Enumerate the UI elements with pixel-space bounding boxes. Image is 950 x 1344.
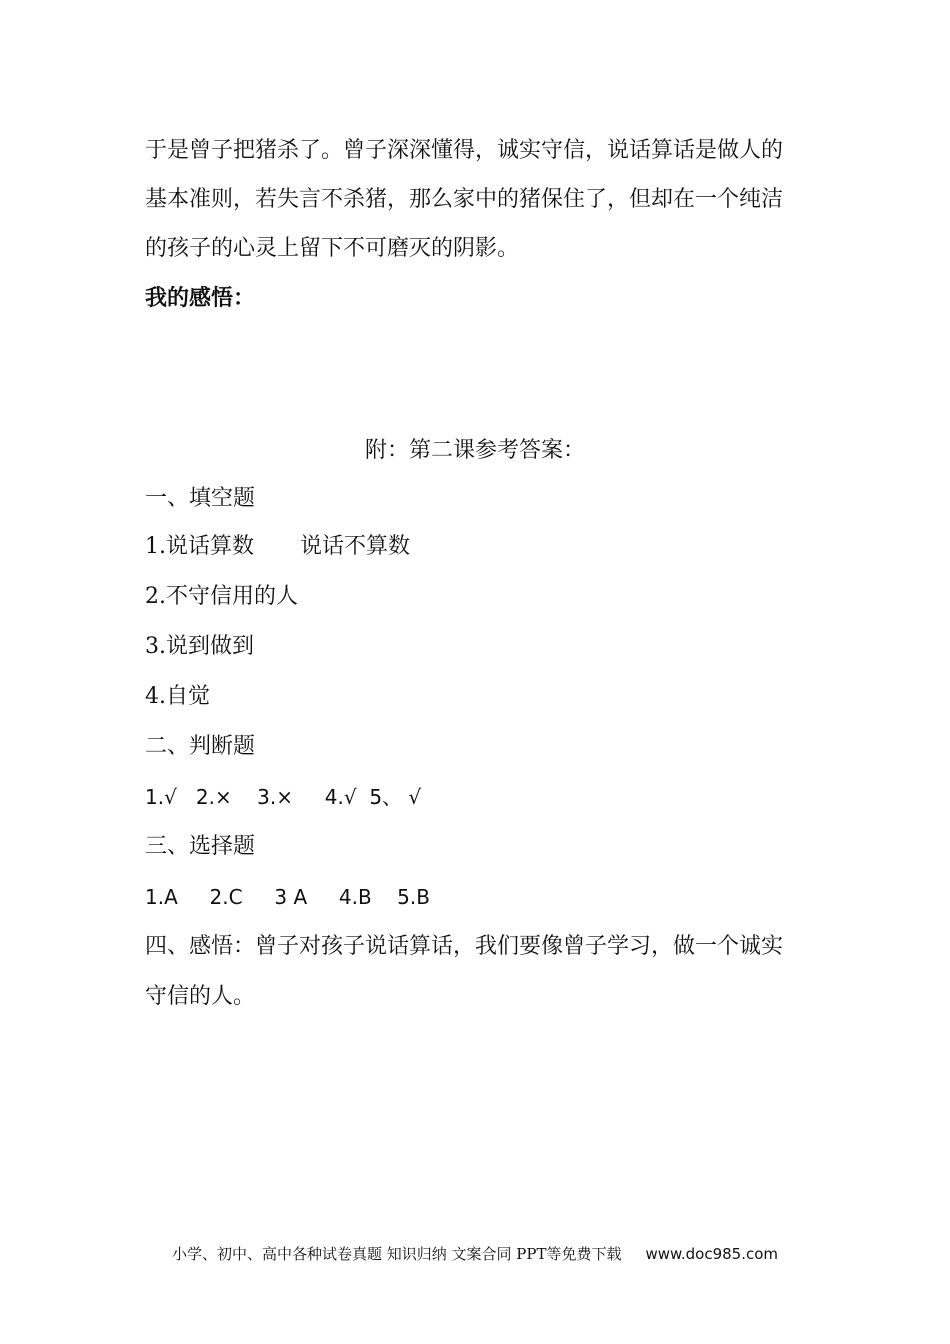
answers-title: 附：第二课参考答案： [364, 438, 585, 463]
section2-heading: 二、判断题 [145, 734, 256, 759]
section1-item1 [145, 532, 410, 562]
section1-item4: 4.自觉 [145, 684, 210, 709]
section2-items: 1.√ 2.× 3.× 4.√ 5、 √ [145, 785, 422, 809]
section1-item3: 3.说到做到 [145, 634, 254, 659]
section3-heading: 三、选择题 [145, 834, 256, 859]
section1-item1-a: 1.说话算数 [145, 534, 254, 559]
my-reflection-heading: 我的感悟： [145, 286, 256, 311]
story-line-2: 基本准则，若失言不杀猪，那么家中的猪保住了，但却在一个纯洁 [145, 187, 784, 212]
footer-text: 小学、初中、高中各种试卷真题 知识归纳 文案合同 PPT等免费下载 [171, 1245, 622, 1263]
story-line-3: 的孩子的心灵上留下不可磨灭的阴影。 [145, 236, 520, 261]
section4-line-1: 四、感悟：曾子对孩子说话算话，我们要像曾子学习，做一个诚实 [145, 934, 784, 959]
my-reflection-label: 我的感悟 [145, 286, 234, 311]
footer-site-link[interactable]: www.doc985.com [645, 1245, 779, 1263]
section1-heading: 一、填空题 [145, 486, 256, 511]
section3-items: 1.A 2.C 3 A 4.B 5.B [145, 885, 430, 909]
section4-line-2: 守信的人。 [145, 984, 256, 1009]
section1-item2: 2.不守信用的人 [145, 584, 298, 609]
section1-item1-b: 说话不算数 [300, 534, 411, 559]
page-footer [0, 1243, 950, 1265]
story-line-1: 于是曾子把猪杀了。曾子深深懂得，诚实守信，说话算话是做人的 [145, 138, 784, 163]
